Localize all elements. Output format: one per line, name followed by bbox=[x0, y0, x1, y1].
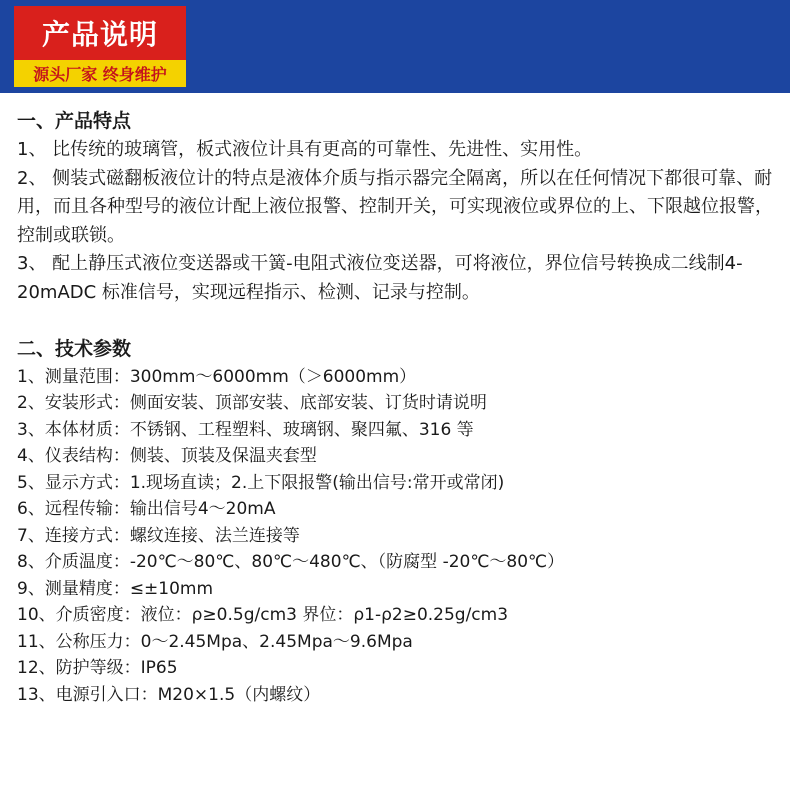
spec-item: 3、本体材质：不锈钢、工程塑料、玻璃钢、聚四氟、316 等 bbox=[17, 419, 474, 440]
spec-item: 9、测量精度：≤±10mm bbox=[17, 578, 214, 599]
spec-item: 1、测量范围：300mm～6000mm（＞6000mm） bbox=[17, 366, 417, 387]
feature-paragraph: 2、 侧装式磁翻板液位计的特点是液体介质与指示器完全隔离，所以在任何情况下都很可靠、耐用，而且各种型号的液位计配上液位报警、控制开关，可实现液位或界位的上、下限越位报警，控制或联锁。 bbox=[17, 167, 773, 246]
spec-item: 5、显示方式：1.现场直读；2.上下限报警(输出信号:常开或常闭) bbox=[17, 472, 505, 493]
spec-item: 13、电源引入口：M20×1.5（内螺纹） bbox=[17, 684, 321, 705]
slogan-badge: 源头厂家 终身维护 bbox=[14, 60, 186, 87]
section-title-specs: 二、技术参数 bbox=[17, 337, 132, 360]
spec-item: 10、介质密度：液位：ρ≥0.5g/cm3 界位：ρ1-ρ2≥0.25g/cm3 bbox=[17, 605, 509, 626]
section-spacer bbox=[17, 308, 782, 336]
spec-item: 4、仪表结构：侧装、顶装及保温夹套型 bbox=[17, 446, 317, 467]
spec-item: 8、介质温度：-20℃～80℃、80℃～480℃、（防腐型 -20℃～80℃） bbox=[17, 552, 565, 573]
feature-paragraph: 1、 比传统的玻璃管，板式液位计具有更高的可靠性、先进性、实用性。 bbox=[17, 139, 593, 160]
spec-item: 6、远程传输：输出信号4～20mA bbox=[17, 499, 276, 520]
spec-item: 11、公称压力：0～2.45Mpa、2.45Mpa～9.6Mpa bbox=[17, 631, 413, 652]
spec-item: 12、防护等级：IP65 bbox=[17, 658, 178, 679]
spec-item: 2、安装形式：侧面安装、顶部安装、底部安装、订货时请说明 bbox=[17, 393, 487, 414]
section-title-features: 一、产品特点 bbox=[17, 110, 132, 132]
feature-paragraph: 3、 配上静压式液位变送器或干簧-电阻式液位变送器，可将液位，界位信号转换成二线制4-20mADC 标准信号，实现远程指示、检测、记录与控制。 bbox=[17, 253, 743, 303]
main-content bbox=[17, 108, 782, 708]
product-description-title: 产品说明 bbox=[14, 6, 186, 60]
header-banner bbox=[0, 0, 790, 93]
spec-item: 7、连接方式：螺纹连接、法兰连接等 bbox=[17, 525, 300, 546]
